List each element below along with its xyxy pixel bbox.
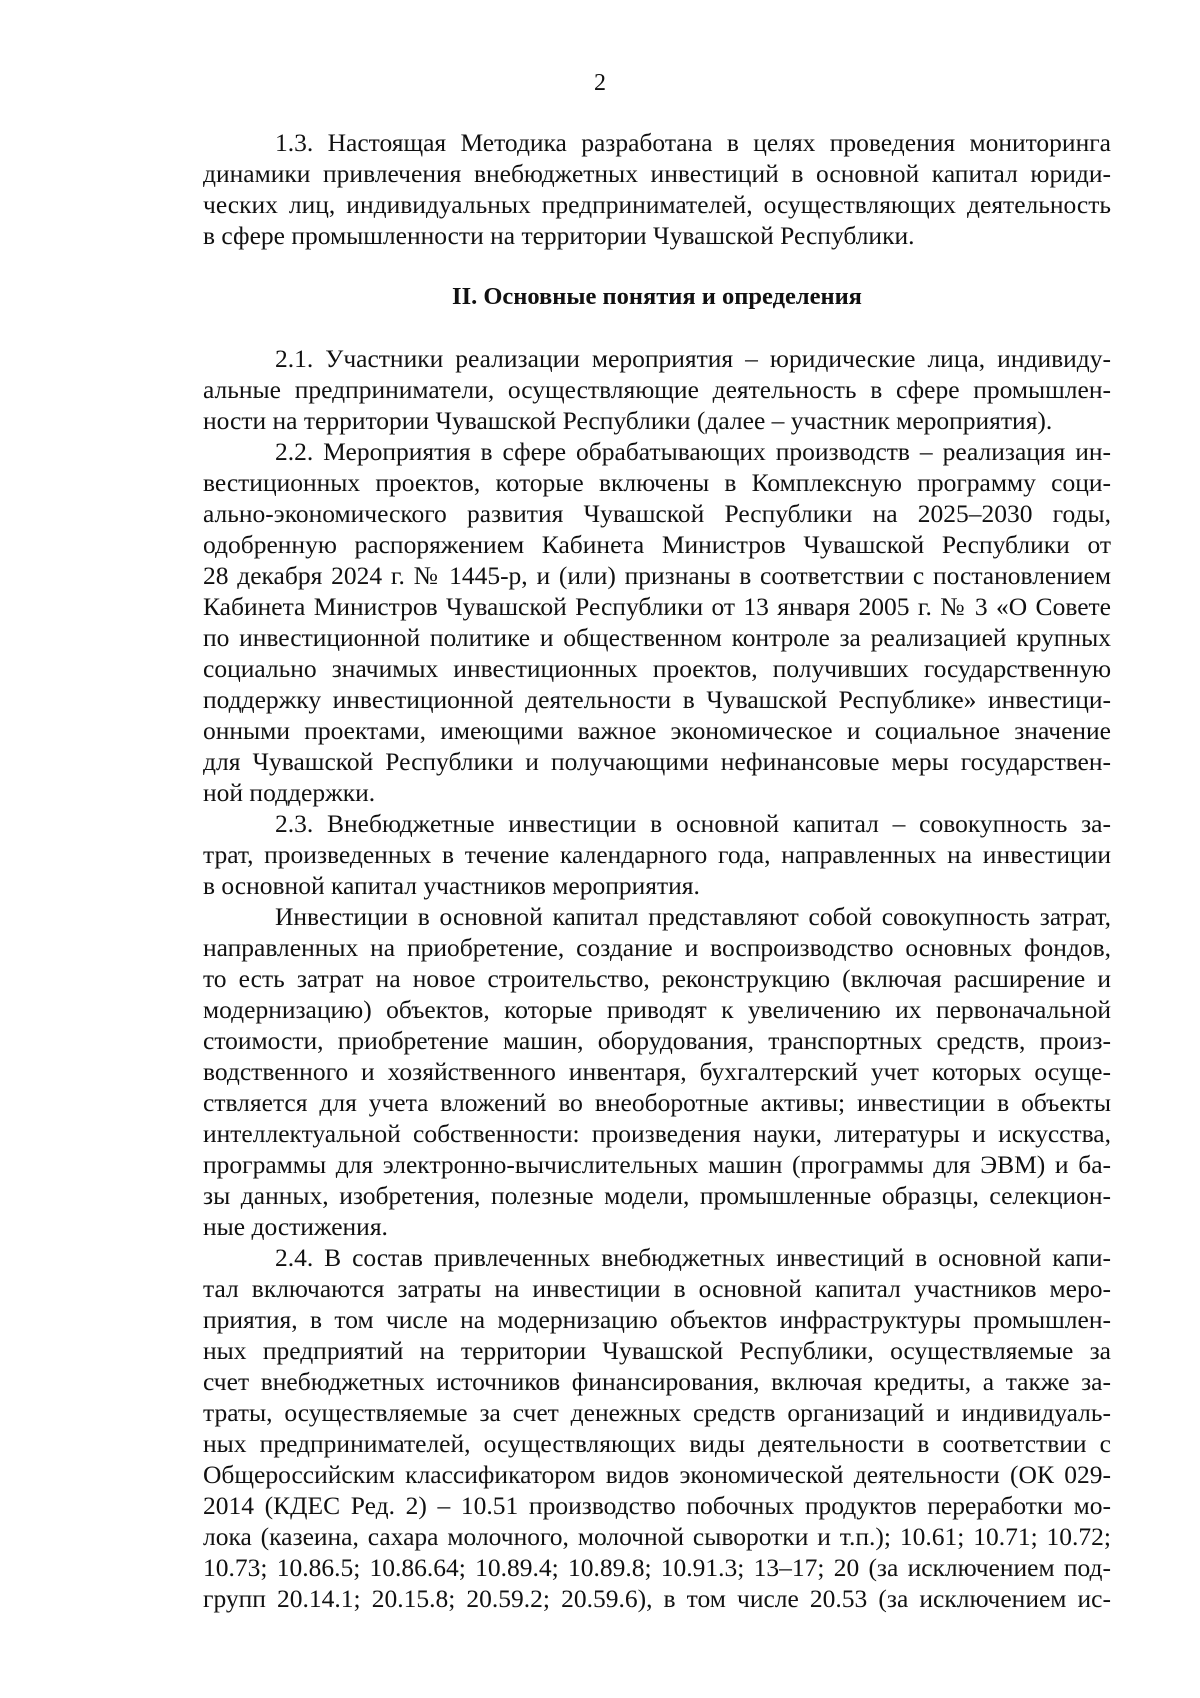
text-line: Инвестиции в основной капитал представляют собой совокупность затрат, [275, 902, 1111, 931]
text-line: социально значимых инвестиционных проектов, получивших государственную [203, 654, 1111, 683]
text-line: ной поддержки. [203, 778, 376, 807]
text-line: 2014 (КДЕС Ред. 2) – 10.51 производство побочных продуктов переработки мо- [203, 1491, 1111, 1520]
text-line: ческих лиц, индивидуальных предпринимателей, осуществляющих деятельность [203, 190, 1111, 219]
text-line: 10.73; 10.86.5; 10.86.64; 10.89.4; 10.89.8; 10.91.3; 13–17; 20 (за исключением под- [203, 1553, 1111, 1582]
page-number: 2 [594, 70, 606, 96]
text-line: в сфере промышленности на территории Чувашской Республики. [203, 221, 915, 250]
text-line: динамики привлечения внебюджетных инвестиций в основной капитал юриди- [203, 159, 1111, 188]
text-line: направленных на приобретение, создание и воспроизводство основных фондов, [203, 933, 1111, 962]
text-line: ные достижения. [203, 1212, 388, 1241]
text-line: вестиционных проектов, которые включены в Комплексную программу соци- [203, 468, 1111, 497]
text-line: ных предпринимателей, осуществляющих виды деятельности в соответствии с [203, 1429, 1111, 1458]
text-line: Общероссийским классификатором видов экономической деятельности (ОК 029- [203, 1460, 1111, 1489]
text-line: ствляется для учета вложений во внеоборотные активы; инвестиции в объекты [203, 1088, 1111, 1117]
text-line: онными проектами, имеющими важное экономическое и социальное значение [203, 716, 1111, 745]
text-line: ных предприятий на территории Чувашской Республики, осуществляемые за [203, 1336, 1111, 1365]
text-line: ально-экономического развития Чувашской Республики на 2025–2030 годы, [203, 499, 1111, 528]
paragraph-2-4 [203, 1242, 1111, 1614]
text-line: зы данных, изобретения, полезные модели, промышленные образцы, селекцион- [203, 1181, 1111, 1210]
text-line: 2.2. Мероприятия в сфере обрабатывающих производств – реализация ин- [275, 437, 1111, 466]
text-line: 2.1. Участники реализации мероприятия – юридические лица, индивиду- [275, 344, 1111, 373]
text-line: модернизацию) объектов, которые приводят к увеличению их первоначальной [203, 995, 1111, 1024]
text-line: программы для электронно-вычислительных машин (программы для ЭВМ) и ба- [203, 1150, 1111, 1179]
paragraph-investments [203, 901, 1111, 1242]
text-line: в основной капитал участников мероприятия. [203, 871, 700, 900]
text-line: траты, осуществляемые за счет денежных средств организаций и индивидуаль- [203, 1398, 1111, 1427]
text-line: водственного и хозяйственного инвентаря, бухгалтерский учет которых осуще- [203, 1057, 1111, 1086]
text-line: стоимости, приобретение машин, оборудования, транспортных средств, произ- [203, 1026, 1111, 1055]
text-line: Кабинета Министров Чувашской Республики от 13 января 2005 г. № 3 «О Совете [203, 592, 1111, 621]
text-line: лока (казеина, сахара молочного, молочной сыворотки и т.п.); 10.61; 10.71; 10.72; [203, 1522, 1111, 1551]
paragraph-2-2 [203, 436, 1111, 808]
text-line: приятия, в том числе на модернизацию объектов инфраструктуры промышлен- [203, 1305, 1111, 1334]
text-line: счет внебюджетных источников финансирования, включая кредиты, а также за- [203, 1367, 1111, 1396]
text-line: тал включаются затраты на инвестиции в основной капитал участников меро- [203, 1274, 1111, 1303]
text-line: поддержку инвестиционной деятельности в Чувашской Республике» инвестици- [203, 685, 1111, 714]
text-line: 2.4. В состав привлеченных внебюджетных инвестиций в основной капи- [275, 1243, 1111, 1272]
text-line: интеллектуальной собственности: произведения науки, литературы и искусства, [203, 1119, 1111, 1148]
text-line: трат, произведенных в течение календарного года, направленных на инвестиции [203, 840, 1111, 869]
document-body [203, 127, 1111, 1614]
text-line: групп 20.14.1; 20.15.8; 20.59.2; 20.59.6), в том числе 20.53 (за исключением ис- [203, 1584, 1111, 1613]
text-line: для Чувашской Республики и получающими нефинансовые меры государствен- [203, 747, 1111, 776]
paragraph-2-1 [203, 343, 1111, 436]
paragraph-1-3 [203, 127, 1111, 251]
section-heading: II. Основные понятия и определения [452, 283, 862, 310]
text-line: 1.3. Настоящая Методика разработана в целях проведения мониторинга [275, 128, 1111, 157]
text-line: альные предприниматели, осуществляющие деятельность в сфере промышлен- [203, 375, 1111, 404]
paragraph-2-3 [203, 808, 1111, 901]
text-line: ности на территории Чувашской Республики (далее – участник мероприятия). [203, 406, 1053, 435]
text-line: то есть затрат на новое строительство, реконструкцию (включая расширение и [203, 964, 1111, 993]
text-line: по инвестиционной политике и общественном контроле за реализацией крупных [203, 623, 1111, 652]
text-line: 2.3. Внебюджетные инвестиции в основной капитал – совокупность за- [275, 809, 1111, 838]
text-line: 28 декабря 2024 г. № 1445-р, и (или) признаны в соответствии с постановлением [203, 561, 1111, 590]
text-line: одобренную распоряжением Кабинета Министров Чувашской Республики от [203, 530, 1111, 559]
